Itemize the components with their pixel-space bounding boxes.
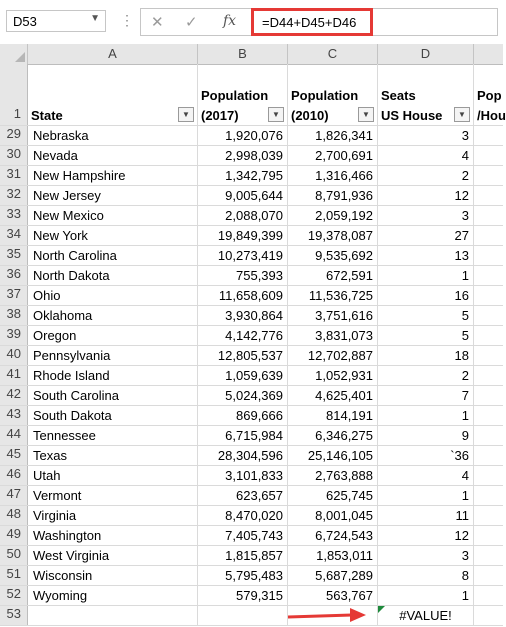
cell-population-2010[interactable]: 9,535,692 — [288, 246, 378, 265]
cell-e[interactable] — [474, 466, 503, 485]
cell-population-2010[interactable]: 2,059,192 — [288, 206, 378, 225]
filter-dropdown-icon[interactable]: ▼ — [178, 107, 194, 122]
cell-population-2017[interactable]: 19,849,399 — [198, 226, 288, 245]
cell-e[interactable] — [474, 366, 503, 385]
cell-population-2017[interactable]: 5,024,369 — [198, 386, 288, 405]
cell-population-2017[interactable]: 28,304,596 — [198, 446, 288, 465]
cell-e[interactable] — [474, 306, 503, 325]
header-cell-state[interactable] — [28, 64, 198, 125]
table-row — [0, 406, 503, 426]
table-row — [0, 166, 503, 186]
cell-state[interactable] — [28, 606, 198, 625]
cell-seats-us-house[interactable]: 11 — [378, 506, 474, 525]
cell-population-2010[interactable]: 3,751,616 — [288, 306, 378, 325]
cell-state[interactable]: Rhode Island — [28, 366, 198, 385]
cell-e[interactable] — [474, 246, 503, 265]
cell-e[interactable] — [474, 606, 503, 625]
table-row — [0, 446, 503, 466]
cell-population-2017[interactable]: 6,715,984 — [198, 426, 288, 445]
cell-population-2010[interactable]: 8,001,045 — [288, 506, 378, 525]
cell-state[interactable]: New Hampshire — [28, 166, 198, 185]
cell-state[interactable]: Pennsylvania — [28, 346, 198, 365]
column-header-b[interactable]: B — [198, 44, 288, 64]
cell-state[interactable]: Virginia — [28, 506, 198, 525]
cell-e[interactable] — [474, 286, 503, 305]
cell-population-2017[interactable] — [198, 606, 288, 625]
row-number[interactable]: 29 — [0, 126, 28, 145]
formula-panel — [140, 8, 498, 36]
header-cell-pop2017[interactable] — [198, 64, 288, 125]
column-header-d[interactable]: D — [378, 44, 474, 64]
table-row — [0, 206, 503, 226]
select-all-icon — [15, 52, 25, 62]
table-row — [0, 546, 503, 566]
cell-population-2010[interactable]: 6,346,275 — [288, 426, 378, 445]
name-box[interactable] — [6, 10, 106, 32]
row-number[interactable]: 31 — [0, 166, 28, 185]
cell-population-2010[interactable]: 563,767 — [288, 586, 378, 605]
row-number[interactable]: 52 — [0, 586, 28, 605]
cell-state[interactable]: New York — [28, 226, 198, 245]
cell-population-2010[interactable]: 3,831,073 — [288, 326, 378, 345]
cell-seats-us-house[interactable]: 5 — [378, 306, 474, 325]
cell-population-2017[interactable]: 1,342,795 — [198, 166, 288, 185]
cell-population-2010[interactable]: 814,191 — [288, 406, 378, 425]
cell-population-2017[interactable]: 1,815,857 — [198, 546, 288, 565]
cell-population-2017[interactable]: 623,657 — [198, 486, 288, 505]
cell-population-2017[interactable]: 12,805,537 — [198, 346, 288, 365]
header-row — [0, 64, 506, 126]
insert-function-icon[interactable]: fx — [223, 13, 237, 29]
column-header-c[interactable]: C — [288, 44, 378, 64]
row-number[interactable]: 1 — [0, 64, 28, 125]
row-number[interactable]: 41 — [0, 366, 28, 385]
table-row — [0, 226, 503, 246]
cell-state[interactable]: Washington — [28, 526, 198, 545]
cell-state[interactable]: Tennessee — [28, 426, 198, 445]
header-seats-line1: Seats — [381, 88, 416, 103]
cell-e[interactable] — [474, 266, 503, 285]
row-number[interactable]: 40 — [0, 346, 28, 365]
cell-population-2010[interactable]: 672,591 — [288, 266, 378, 285]
cell-state[interactable]: New Jersey — [28, 186, 198, 205]
cell-state[interactable]: Wyoming — [28, 586, 198, 605]
cell-population-2017[interactable]: 755,393 — [198, 266, 288, 285]
header-cell-pop2010[interactable] — [288, 64, 378, 125]
cell-population-2017[interactable]: 1,920,076 — [198, 126, 288, 145]
cell-population-2010[interactable]: 625,745 — [288, 486, 378, 505]
cell-population-2010[interactable]: 5,687,289 — [288, 566, 378, 585]
cell-e[interactable] — [474, 226, 503, 245]
cell-e[interactable] — [474, 526, 503, 545]
row-number[interactable]: 37 — [0, 286, 28, 305]
cell-seats-us-house[interactable]: 27 — [378, 226, 474, 245]
cell-population-2017[interactable]: 7,405,743 — [198, 526, 288, 545]
cell-population-2010[interactable]: 19,378,087 — [288, 226, 378, 245]
cancel-icon[interactable]: ✕ — [151, 14, 164, 31]
cell-population-2010[interactable]: 1,826,341 — [288, 126, 378, 145]
column-headers — [0, 44, 503, 65]
cell-seats-us-house[interactable]: `36 — [378, 446, 474, 465]
cell-seats-us-house[interactable]: 12 — [378, 526, 474, 545]
cell-population-2017[interactable]: 4,142,776 — [198, 326, 288, 345]
enter-check-icon[interactable]: ✓ — [185, 14, 198, 31]
cell-population-2017[interactable]: 9,005,644 — [198, 186, 288, 205]
cell-population-2017[interactable]: 2,088,070 — [198, 206, 288, 225]
cell-population-2017[interactable]: 2,998,039 — [198, 146, 288, 165]
cell-population-2010[interactable]: 12,702,887 — [288, 346, 378, 365]
cell-e[interactable] — [474, 546, 503, 565]
table-row — [0, 606, 503, 626]
row-number[interactable]: 32 — [0, 186, 28, 205]
column-header-a[interactable]: A — [28, 44, 198, 64]
table-row — [0, 306, 503, 326]
formula-input[interactable] — [251, 8, 373, 36]
cell-state[interactable]: Ohio — [28, 286, 198, 305]
header-pop2017-line1: Population — [201, 88, 269, 103]
row-number[interactable]: 42 — [0, 386, 28, 405]
filter-dropdown-icon[interactable]: ▼ — [268, 107, 284, 122]
cell-e[interactable] — [474, 486, 503, 505]
cell-population-2010[interactable]: 25,146,105 — [288, 446, 378, 465]
cell-state[interactable]: Nebraska — [28, 126, 198, 145]
cell-seats-us-house[interactable]: 9 — [378, 426, 474, 445]
select-all-corner[interactable] — [0, 44, 28, 64]
table-row — [0, 286, 503, 306]
header-cell-seats[interactable] — [378, 64, 474, 125]
cell-e[interactable] — [474, 446, 503, 465]
row-number[interactable]: 53 — [0, 606, 28, 625]
row-number[interactable]: 43 — [0, 406, 28, 425]
header-e-line1: Pop — [477, 88, 502, 103]
cell-population-2017[interactable]: 8,470,020 — [198, 506, 288, 525]
header-pop2017-line2: (2017) — [201, 108, 239, 123]
cell-seats-us-house[interactable]: 13 — [378, 246, 474, 265]
row-number[interactable]: 48 — [0, 506, 28, 525]
cell-population-2010[interactable]: 6,724,543 — [288, 526, 378, 545]
cell-seats-us-house[interactable]: 8 — [378, 566, 474, 585]
table-row — [0, 346, 503, 366]
cell-seats-us-house[interactable]: 3 — [378, 126, 474, 145]
cell-seats-us-house[interactable]: 1 — [378, 406, 474, 425]
cell-state[interactable]: Wisconsin — [28, 566, 198, 585]
cell-seats-us-house[interactable]: 1 — [378, 586, 474, 605]
cell-e[interactable] — [474, 206, 503, 225]
cell-seats-us-house[interactable]: #VALUE! — [378, 606, 474, 625]
cell-seats-us-house[interactable]: 3 — [378, 546, 474, 565]
cell-population-2010[interactable]: 4,625,401 — [288, 386, 378, 405]
table-row — [0, 526, 503, 546]
cell-population-2010[interactable]: 8,791,936 — [288, 186, 378, 205]
cell-state[interactable]: Nevada — [28, 146, 198, 165]
cell-seats-us-house[interactable]: 16 — [378, 286, 474, 305]
row-number[interactable]: 38 — [0, 306, 28, 325]
table-row — [0, 386, 503, 406]
formula-bar — [0, 0, 503, 45]
table-row — [0, 486, 503, 506]
row-number[interactable]: 33 — [0, 206, 28, 225]
formula-text: =D44+D45+D46 — [262, 15, 357, 30]
header-seats-line2: US House — [381, 108, 443, 123]
row-number[interactable]: 34 — [0, 226, 28, 245]
table-row — [0, 126, 503, 146]
cell-e[interactable] — [474, 166, 503, 185]
cell-seats-us-house[interactable]: 5 — [378, 326, 474, 345]
cell-e[interactable] — [474, 566, 503, 585]
cell-e[interactable] — [474, 346, 503, 365]
cell-e[interactable] — [474, 186, 503, 205]
table-row — [0, 366, 503, 386]
cell-population-2017[interactable]: 869,666 — [198, 406, 288, 425]
table-row — [0, 466, 503, 486]
cell-state[interactable]: Utah — [28, 466, 198, 485]
cell-seats-us-house[interactable]: 1 — [378, 486, 474, 505]
column-header-e[interactable] — [474, 44, 503, 64]
header-pop2010-line1: Population — [291, 88, 359, 103]
row-number[interactable]: 51 — [0, 566, 28, 585]
cell-e[interactable] — [474, 146, 503, 165]
cell-e[interactable] — [474, 126, 503, 145]
cell-population-2010[interactable]: 2,763,888 — [288, 466, 378, 485]
table-row — [0, 326, 503, 346]
filter-dropdown-icon[interactable]: ▼ — [358, 107, 374, 122]
filter-dropdown-icon[interactable]: ▼ — [454, 107, 470, 122]
cell-seats-us-house[interactable]: 18 — [378, 346, 474, 365]
cell-population-2017[interactable]: 5,795,483 — [198, 566, 288, 585]
red-arrow-icon — [286, 606, 376, 626]
error-indicator-icon[interactable] — [378, 606, 385, 613]
cell-e[interactable] — [474, 386, 503, 405]
table-row — [0, 266, 503, 286]
cell-state[interactable]: New Mexico — [28, 206, 198, 225]
header-pop2010-line2: (2010) — [291, 108, 329, 123]
cell-seats-us-house[interactable]: 12 — [378, 186, 474, 205]
cell-state[interactable]: North Dakota — [28, 266, 198, 285]
cell-state[interactable]: North Carolina — [28, 246, 198, 265]
header-cell-pop-per-house[interactable] — [474, 64, 506, 125]
row-number[interactable]: 44 — [0, 426, 28, 445]
cell-state[interactable]: West Virginia — [28, 546, 198, 565]
cell-e[interactable] — [474, 406, 503, 425]
cell-seats-us-house[interactable]: 2 — [378, 366, 474, 385]
drag-handle-icon[interactable]: ⋮ — [120, 12, 133, 28]
cell-population-2017[interactable]: 3,930,864 — [198, 306, 288, 325]
row-number[interactable]: 45 — [0, 446, 28, 465]
cell-e[interactable] — [474, 426, 503, 445]
header-e-line2: /Hou — [477, 108, 506, 123]
cell-population-2017[interactable]: 579,315 — [198, 586, 288, 605]
table-row — [0, 566, 503, 586]
row-number[interactable]: 35 — [0, 246, 28, 265]
cell-state[interactable]: South Carolina — [28, 386, 198, 405]
cell-population-2010[interactable]: 1,316,466 — [288, 166, 378, 185]
cell-seats-us-house[interactable]: 4 — [378, 146, 474, 165]
table-row — [0, 506, 503, 526]
cell-seats-us-house[interactable]: 7 — [378, 386, 474, 405]
cell-population-2010[interactable]: 11,536,725 — [288, 286, 378, 305]
cell-seats-us-house[interactable]: 3 — [378, 206, 474, 225]
cell-state[interactable]: Vermont — [28, 486, 198, 505]
cell-state[interactable]: Oklahoma — [28, 306, 198, 325]
row-number[interactable]: 39 — [0, 326, 28, 345]
row-number[interactable]: 47 — [0, 486, 28, 505]
cell-e[interactable] — [474, 506, 503, 525]
cell-seats-us-house[interactable]: 4 — [378, 466, 474, 485]
table-row — [0, 586, 503, 606]
cell-e[interactable] — [474, 586, 503, 605]
cell-e[interactable] — [474, 326, 503, 345]
cell-seats-us-house[interactable]: 2 — [378, 166, 474, 185]
cell-state[interactable]: South Dakota — [28, 406, 198, 425]
table-row — [0, 246, 503, 266]
row-number[interactable]: 46 — [0, 466, 28, 485]
table-row — [0, 186, 503, 206]
row-number[interactable]: 49 — [0, 526, 28, 545]
header-state-label: State — [31, 108, 63, 123]
cell-population-2010[interactable]: 2,700,691 — [288, 146, 378, 165]
table-row — [0, 146, 503, 166]
cell-state[interactable]: Texas — [28, 446, 198, 465]
name-box-value: D53 — [13, 14, 37, 29]
cell-population-2017[interactable]: 1,059,639 — [198, 366, 288, 385]
row-number[interactable]: 50 — [0, 546, 28, 565]
cell-population-2010[interactable]: 1,052,931 — [288, 366, 378, 385]
row-number[interactable]: 30 — [0, 146, 28, 165]
cell-population-2017[interactable]: 10,273,419 — [198, 246, 288, 265]
cell-state[interactable]: Oregon — [28, 326, 198, 345]
cell-population-2010[interactable]: 1,853,011 — [288, 546, 378, 565]
cell-population-2017[interactable]: 3,101,833 — [198, 466, 288, 485]
chevron-down-icon[interactable]: ▼ — [90, 13, 100, 24]
cell-seats-us-house[interactable]: 1 — [378, 266, 474, 285]
cell-population-2017[interactable]: 11,658,609 — [198, 286, 288, 305]
row-number[interactable]: 36 — [0, 266, 28, 285]
table-row — [0, 426, 503, 446]
